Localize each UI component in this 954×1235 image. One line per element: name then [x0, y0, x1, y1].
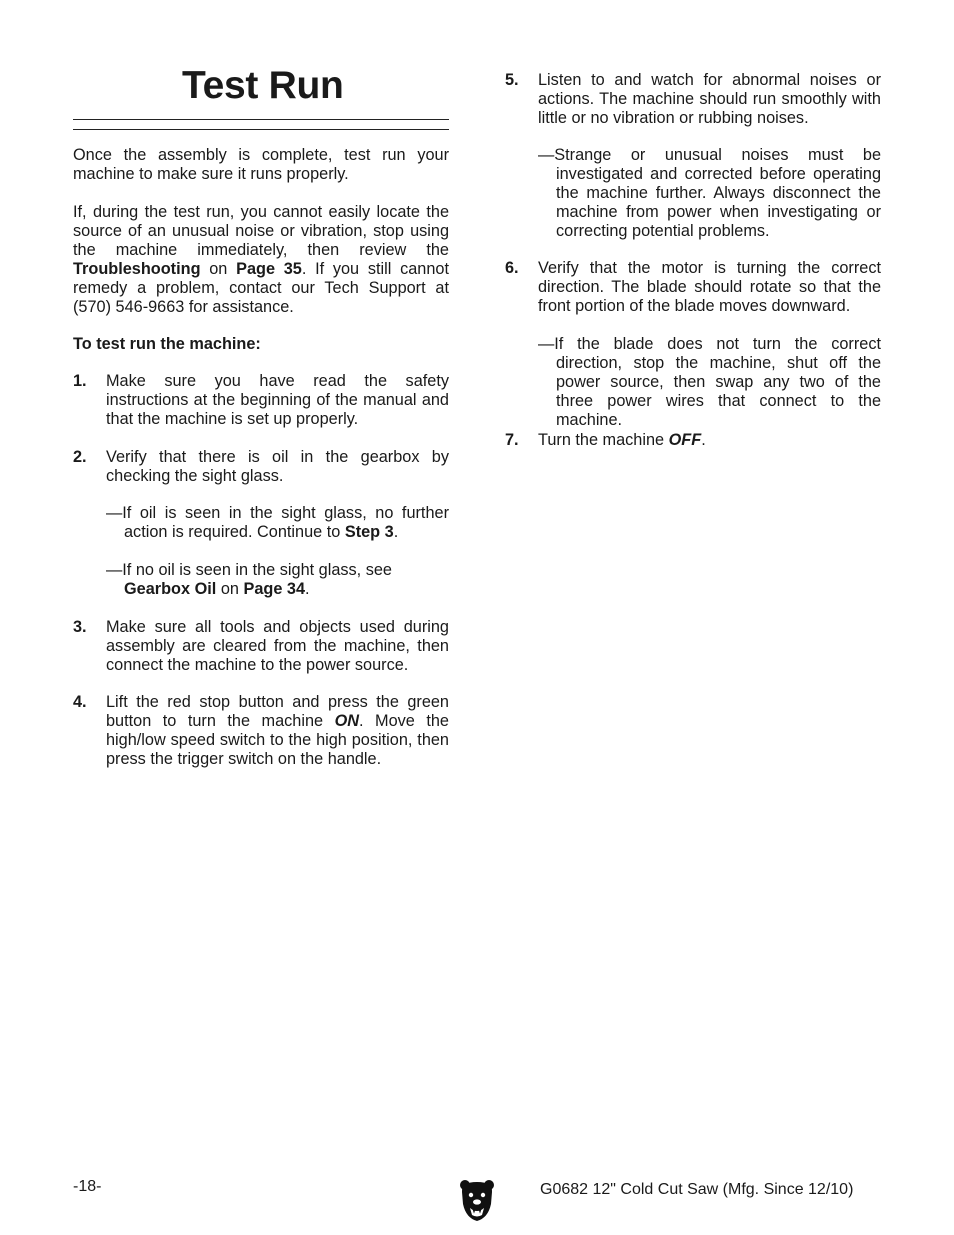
- step-5: 5. Listen to and watch for abnormal noises or actions. The machine should run smoothly with little or no vibration or rubbing noises.: [505, 71, 881, 127]
- procedure-heading: To test run the machine:: [73, 335, 261, 353]
- intro-paragraph-2: If, during the test run, you cannot easily locate the source of an unusual noise or vibration, stop using the machine immediately, then review the Troubleshooting on Page 35. If you still cannot remedy a problem, contact our Tech Support at (570) 546-9663 for assistance.: [73, 203, 449, 316]
- step-7: 7. Turn the machine OFF.: [505, 431, 706, 449]
- troubleshooting-reference: Troubleshooting: [73, 260, 201, 278]
- page-number: -18-: [73, 1178, 102, 1195]
- step-1: 1. Make sure you have read the safety instructions at the beginning of the manual and that the machine is set up properly.: [73, 372, 449, 428]
- step-6-note: —If the blade does not turn the correct direction, stop the machine, shut off the power source, then swap any two of the three power wires that connect to the machine.: [538, 335, 881, 429]
- page-reference: Page 35: [236, 260, 302, 278]
- step-2: 2. Verify that there is oil in the gearbox by checking the sight glass.: [73, 448, 449, 485]
- title-rule-bottom: [73, 129, 449, 130]
- model-footer: G0682 12" Cold Cut Saw (Mfg. Since 12/10): [540, 1181, 854, 1198]
- step-5-note: —Strange or unusual noises must be investigated and corrected before operating the machine further. Always disconnect the machine from power when investigating or correcting potential problems.: [538, 146, 881, 240]
- step-3: 3. Make sure all tools and objects used during assembly are cleared from the machine, then connect the machine to the power source.: [73, 618, 449, 674]
- step-6: 6. Verify that the motor is turning the correct direction. The blade should rotate so that the front portion of the blade moves downward.: [505, 259, 881, 315]
- step-2-note-no-oil: —If no oil is seen in the sight glass, see Gearbox Oil on Page 34.: [106, 561, 392, 598]
- page-title: Test Run: [182, 64, 344, 107]
- title-rule-top: [73, 119, 449, 120]
- intro-paragraph-1: Once the assembly is complete, test run your machine to make sure it runs properly.: [73, 146, 449, 183]
- step-2-note-oil-seen: —If oil is seen in the sight glass, no further action is required. Continue to Step 3.: [106, 504, 449, 541]
- step-4: 4. Lift the red stop button and press the green button to turn the machine ON. Move the high/low speed switch to the high position, then press the trigger switch on the handle.: [73, 693, 449, 768]
- bear-head-logo-icon: [458, 1178, 496, 1222]
